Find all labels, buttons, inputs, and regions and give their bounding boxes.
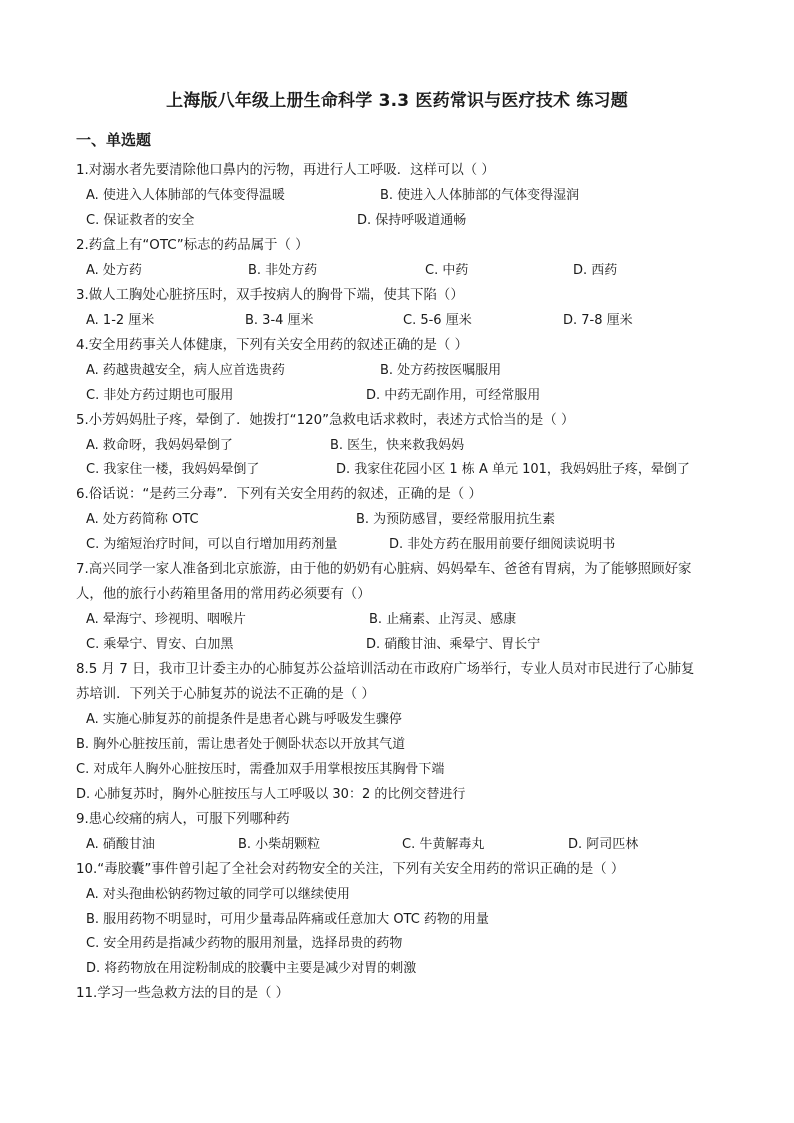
q1-option-d: D. 保持呼吸道通畅 — [357, 213, 467, 228]
q4-option-a: A. 药越贵越安全，病人应首选贵药 — [86, 363, 285, 378]
q3-option-a: A. 1-2 厘米 — [86, 313, 155, 328]
q3-option-b: B. 3-4 厘米 — [245, 313, 314, 328]
q8-option-b: B. 胸外心脏按压前，需让患者处于侧卧状态以开放其气道 — [76, 737, 406, 752]
q10-option-a: A. 对头孢曲松钠药物过敏的同学可以继续使用 — [86, 887, 350, 902]
q6-option-b: B. 为预防感冒，要经常服用抗生素 — [356, 512, 556, 527]
q9-option-c: C. 牛黄解毒丸 — [402, 837, 485, 852]
q3-option-d: D. 7-8 厘米 — [563, 313, 633, 328]
question-stem-1: 1.对溺水者先要清除他口鼻内的污物，再进行人工呼吸．这样可以（ ） — [76, 163, 495, 178]
question-stem-2: 2.药盒上有“OTC”标志的药品属于（ ） — [76, 238, 309, 253]
q8-option-d: D. 心肺复苏时，胸外心脏按压与人工呼吸以 30：2 的比例交替进行 — [76, 787, 466, 802]
q8-option-a: A. 实施心肺复苏的前提条件是患者心跳与呼吸发生骤停 — [86, 712, 402, 727]
q7-option-a: A. 晕海宁、珍视明、咽喉片 — [86, 612, 246, 627]
q5-option-d: D. 我家住花园小区 1 栋 A 单元 101，我妈妈肚子疼，晕倒了 — [336, 462, 690, 477]
q2-option-d: D. 西药 — [573, 263, 618, 278]
q7-option-c: C. 乘晕宁、胃安、白加黑 — [86, 637, 234, 652]
q4-option-d: D. 中药无副作用，可经常服用 — [366, 388, 541, 403]
question-stem-7-cont: 人，他的旅行小药箱里备用的常用药必须要有（） — [76, 587, 371, 602]
q4-option-c: C. 非处方药过期也可服用 — [86, 388, 234, 403]
question-stem-8-cont: 苏培训．下列关于心肺复苏的说法不正确的是（ ） — [76, 687, 375, 702]
question-stem-5: 5.小芳妈妈肚子疼，晕倒了．她拨打“120”急救电话求救时，表述方式恰当的是（ ） — [76, 413, 575, 428]
q10-option-b: B. 服用药物不明显时，可用少量毒品阵痛或任意加大 OTC 药物的用量 — [86, 912, 489, 927]
question-stem-6: 6.俗话说：“是药三分毒”．下列有关安全用药的叙述，正确的是（ ） — [76, 487, 482, 502]
question-stem-3: 3.做人工胸处心脏挤压时，双手按病人的胸骨下端，使其下陷（） — [76, 288, 464, 303]
q2-option-b: B. 非处方药 — [248, 263, 318, 278]
q4-option-b: B. 处方药按医嘱服用 — [380, 363, 502, 378]
q6-option-d: D. 非处方药在服用前要仔细阅读说明书 — [389, 537, 616, 552]
q2-option-a: A. 处方药 — [86, 263, 142, 278]
q5-option-b: B. 医生，快来救我妈妈 — [330, 438, 465, 453]
q7-option-d: D. 硝酸甘油、乘晕宁、胃长宁 — [366, 637, 541, 652]
q9-option-a: A. 硝酸甘油 — [86, 837, 155, 852]
q1-option-b: B. 使进入人体肺部的气体变得湿润 — [380, 188, 580, 203]
q10-option-d: D. 将药物放在用淀粉制成的胶囊中主要是减少对胃的刺激 — [86, 961, 417, 976]
q5-option-c: C. 我家住一楼，我妈妈晕倒了 — [86, 462, 260, 477]
question-stem-9: 9.患心绞痛的病人，可服下列哪种药 — [76, 812, 290, 827]
q9-option-d: D. 阿司匹林 — [568, 837, 639, 852]
q8-option-c: C. 对成年人胸外心脏按压时，需叠加双手用掌根按压其胸骨下端 — [76, 762, 445, 777]
page-title: 上海版八年级上册生命科学 3.3 医药常识与医疗技术 练习题 — [166, 91, 628, 111]
q9-option-b: B. 小柴胡颗粒 — [238, 837, 321, 852]
q6-option-c: C. 为缩短治疗时间，可以自行增加用药剂量 — [86, 537, 338, 552]
question-stem-8: 8.5 月 7 日，我市卫计委主办的心肺复苏公益培训活动在市政府广场举行，专业人员对市民进行了心肺复 — [76, 662, 695, 677]
q10-option-c: C. 安全用药是指减少药物的服用剂量，选择昂贵的药物 — [86, 936, 403, 951]
question-stem-4: 4.安全用药事关人体健康，下列有关安全用药的叙述正确的是（ ） — [76, 338, 468, 353]
q1-option-a: A. 使进入人体肺部的气体变得温暖 — [86, 188, 285, 203]
question-stem-10: 10.“毒胶囊”事件曾引起了全社会对药物安全的关注，下列有关安全用药的常识正确的是（ ） — [76, 862, 625, 877]
section-heading: 一、单选题 — [76, 131, 152, 149]
q1-option-c: C. 保证救者的安全 — [86, 213, 195, 228]
q6-option-a: A. 处方药简称 OTC — [86, 512, 199, 527]
q7-option-b: B. 止痛素、止泻灵、感康 — [369, 612, 517, 627]
question-stem-7: 7.高兴同学一家人准备到北京旅游，由于他的奶奶有心脏病、妈妈晕车、爸爸有胃病，为了能够照顾好家 — [76, 562, 692, 577]
question-stem-11: 11.学习一些急救方法的目的是（ ） — [76, 986, 290, 1001]
q2-option-c: C. 中药 — [425, 263, 469, 278]
q5-option-a: A. 救命呀，我妈妈晕倒了 — [86, 438, 233, 453]
q3-option-c: C. 5-6 厘米 — [403, 313, 472, 328]
